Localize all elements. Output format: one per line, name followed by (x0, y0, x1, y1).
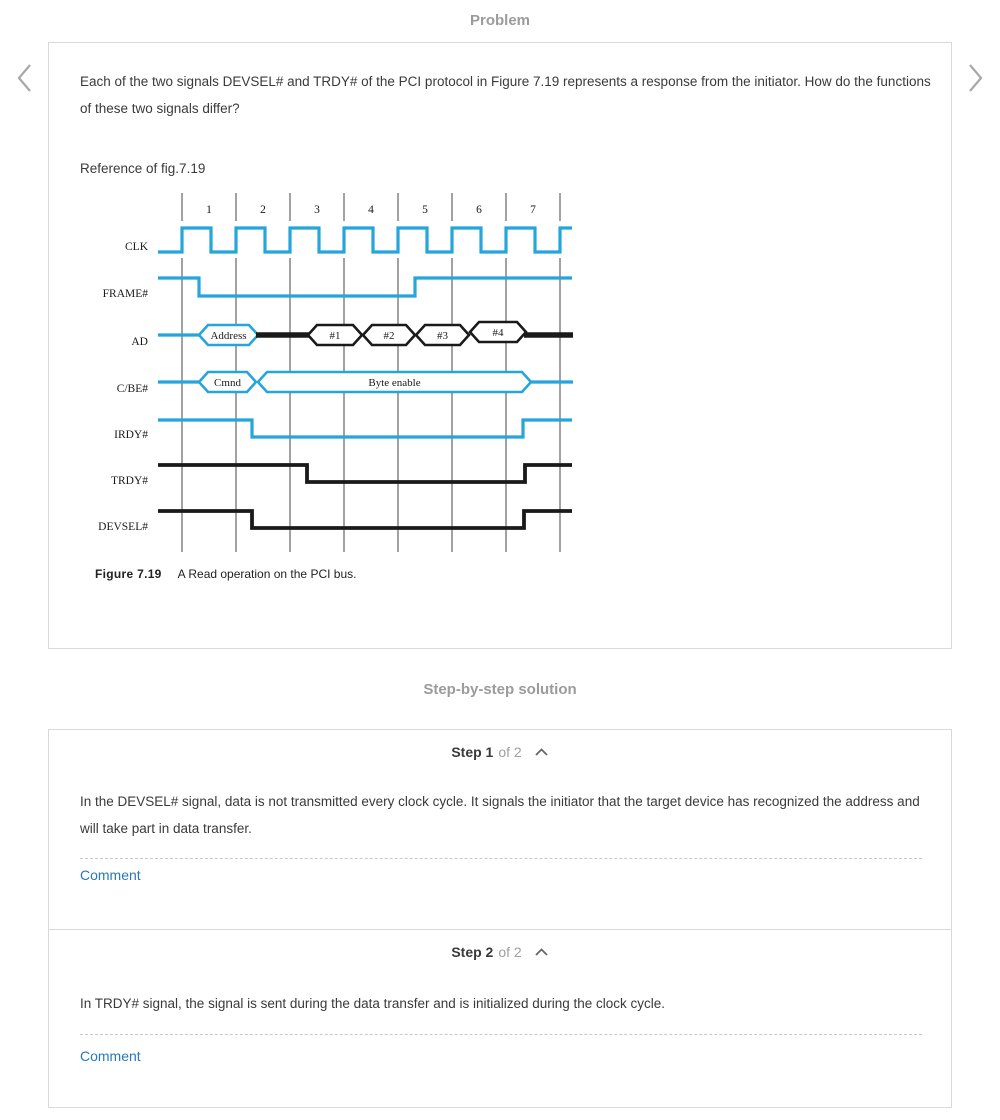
svg-text:AD: AD (131, 336, 148, 348)
level-signal-TRDY (158, 465, 572, 482)
svg-text:Byte enable: Byte enable (368, 377, 421, 389)
level-signal-IRDY (158, 420, 572, 437)
svg-text:Cmnd: Cmnd (214, 377, 241, 389)
level-signal-FRAME (158, 278, 572, 296)
step-title: Step 1 (451, 744, 494, 760)
clock-signal (158, 228, 572, 252)
next-button[interactable] (965, 62, 985, 94)
divider (80, 858, 922, 859)
svg-text:7: 7 (530, 204, 536, 216)
chevron-right-icon (965, 62, 985, 94)
signal-labels (98, 241, 149, 533)
step-counter: of 2 (498, 944, 522, 960)
problem-reference: Reference of fig.7.19 (80, 161, 206, 176)
svg-text:#1: #1 (329, 330, 341, 342)
svg-text:#3: #3 (437, 330, 448, 342)
bus-signal-AD (158, 322, 573, 345)
level-signal-DEVSEL (158, 511, 572, 528)
svg-text:#2: #2 (383, 330, 395, 342)
svg-text:4: 4 (368, 204, 374, 216)
svg-text:5: 5 (422, 204, 428, 216)
svg-text:1: 1 (206, 204, 212, 216)
svg-text:C/BE#: C/BE# (116, 383, 148, 395)
figure-caption (95, 567, 356, 581)
comment-link[interactable]: Comment (80, 1048, 141, 1064)
step-counter: of 2 (498, 744, 522, 760)
solution-heading: Step-by-step solution (423, 681, 577, 698)
svg-text:FRAME#: FRAME# (102, 288, 148, 300)
svg-text:#4: #4 (492, 327, 504, 339)
bus-signal-CBE (158, 372, 573, 392)
figure-caption-label: Figure 7.19 (95, 567, 162, 581)
svg-text:TRDY#: TRDY# (110, 475, 148, 487)
step-text: In TRDY# signal, the signal is sent during the data transfer and is initialized during the clock cycle. (80, 996, 666, 1011)
step-header (49, 744, 951, 760)
problem-question: Each of the two signals DEVSEL# and TRDY# of the PCI protocol in Figure 7.19 represents a response from the initiator. How do the functions of these two signals differ? (80, 74, 931, 116)
chevron-left-icon (15, 62, 35, 94)
svg-text:3: 3 (314, 204, 320, 216)
svg-text:IRDY#: IRDY# (114, 429, 148, 441)
step-title: Step 2 (451, 944, 494, 960)
chevron-up-icon[interactable] (534, 747, 549, 757)
svg-text:Address: Address (210, 330, 247, 342)
step-text: In the DEVSEL# signal, data is not transmitted every clock cycle. It signals the initiator that the target device has recognized the address and will take part in data transfer. (80, 794, 920, 836)
divider (80, 1034, 922, 1035)
comment-link[interactable]: Comment (80, 867, 141, 883)
problem-heading: Problem (469, 12, 530, 29)
prev-button[interactable] (15, 62, 35, 94)
chevron-up-icon[interactable] (534, 947, 549, 957)
step-card-1 (48, 729, 952, 930)
svg-text:2: 2 (260, 204, 266, 216)
svg-text:6: 6 (476, 204, 482, 216)
step-header (49, 944, 951, 960)
step-card-2 (48, 930, 952, 1108)
figure-caption-text: A Read operation on the PCI bus. (177, 567, 357, 581)
cycle-numbers (206, 204, 536, 216)
timing-diagram (85, 183, 585, 555)
svg-text:DEVSEL#: DEVSEL# (98, 521, 148, 533)
problem-card (48, 42, 952, 649)
svg-text:CLK: CLK (125, 241, 148, 253)
